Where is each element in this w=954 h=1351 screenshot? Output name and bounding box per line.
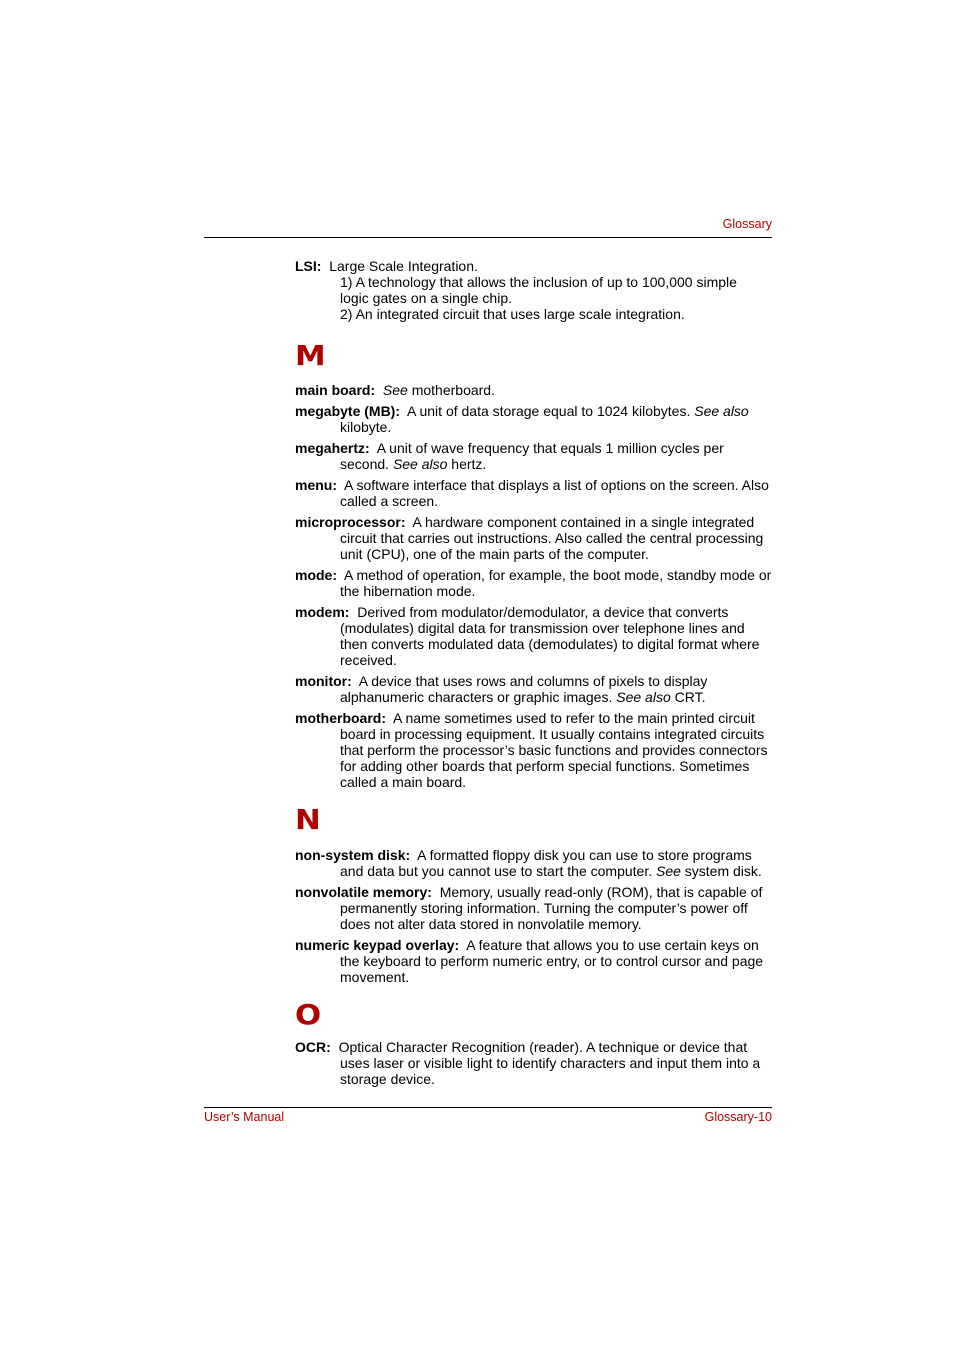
page-header-title: Glossary <box>722 217 772 231</box>
entry-definition: A formatted floppy disk you can use to store programs and data but you cannot use to start the computer. <box>340 847 752 879</box>
glossary-entry-megahertz <box>295 440 775 472</box>
glossary-entry-modem <box>295 604 775 668</box>
entry-term: megahertz: <box>295 440 370 456</box>
entry-definition: Large Scale Integration. <box>329 258 478 274</box>
glossary-entry-non-system-disk <box>295 847 775 879</box>
entry-definition: A unit of data storage equal to 1024 kilobytes. <box>407 403 695 419</box>
glossary-entry-nonvolatile-memory <box>295 884 775 932</box>
entry-term: modem: <box>295 604 350 620</box>
header-rule <box>204 237 772 238</box>
entry-term: motherboard: <box>295 710 386 726</box>
glossary-entry-main-board <box>295 382 775 398</box>
entry-term: LSI: <box>295 258 322 274</box>
section-letter-o: O <box>295 998 322 1031</box>
see-also-reference: See also <box>392 456 448 472</box>
glossary-entry-monitor <box>295 673 775 705</box>
glossary-entry-microprocessor <box>295 514 775 562</box>
entry-definition-tail: system disk. <box>680 863 762 879</box>
entry-definition: A name sometimes used to refer to the main printed circuit board in processing equipment. It usually contains integrated circuits that perform the processor’s basic functions and provides connectors for adding other boards that perform special functions. Sometimes called a main board. <box>340 710 768 790</box>
entry-definition: A unit of wave frequency that equals 1 million cycles per second. <box>340 440 724 472</box>
entry-definition-tail: kilobyte. <box>340 419 392 435</box>
see-also-reference: See also <box>616 689 671 705</box>
entry-term: nonvolatile memory: <box>295 884 432 900</box>
section-letter-m: M <box>295 339 326 372</box>
glossary-entry-menu <box>295 477 775 509</box>
entry-term: numeric keypad overlay: <box>295 937 460 953</box>
glossary-entry-numeric-keypad-overlay <box>295 937 775 985</box>
entry-term: monitor: <box>295 673 352 689</box>
entry-definition: A feature that allows you to use certain keys on the keyboard to perform numeric entry, or to control cursor and page movement. <box>340 937 764 985</box>
see-reference: See <box>655 863 681 879</box>
entry-definition: motherboard. <box>407 382 495 398</box>
entry-definition: A software interface that displays a list of options on the screen. Also called a screen. <box>340 477 769 509</box>
entry-term: non-system disk: <box>295 847 411 863</box>
entry-definition: Optical Character Recognition (reader). A technique or device that uses laser or visible light to identify characters and input them into a storage device. <box>338 1039 761 1087</box>
entry-definition-tail: CRT. <box>670 689 706 705</box>
entry-term: megabyte (MB): <box>295 403 401 419</box>
entry-definition: Derived from modulator/demodulator, a device that converts (modulates) digital data for transmission over telephone lines and then converts modulated data (demodulates) to digital format where received. <box>340 604 760 668</box>
entry-term: mode: <box>295 567 337 583</box>
lsi-sub-1b: logic gates on a single chip. <box>340 290 512 306</box>
entry-definition: A hardware component contained in a single integrated circuit that carries out instructions. Also called the central processing unit (CPU), one of the main parts of the computer. <box>340 514 764 562</box>
section-letter-n: N <box>295 803 321 836</box>
footer-page-number: Glossary-10 <box>704 1110 772 1124</box>
glossary-entry-lsi <box>295 258 775 274</box>
lsi-sub-1a: 1) A technology that allows the inclusion of up to 100,000 simple <box>340 274 737 290</box>
entry-definition: A method of operation, for example, the boot mode, standby mode or the hibernation mode. <box>340 567 772 599</box>
entry-definition: A device that uses rows and columns of pixels to display alphanumeric characters or graphic images. <box>340 673 708 705</box>
entry-term: menu: <box>295 477 337 493</box>
entry-definition: Memory, usually read-only (ROM), that is capable of permanently storing information. Turning the computer’s power off does not alter data stored in nonvolatile memory. <box>340 884 763 932</box>
footer-manual-title: User’s Manual <box>204 1110 285 1124</box>
entry-term: main board: <box>295 382 376 398</box>
see-also-reference: See also <box>694 403 749 419</box>
glossary-entry-mode <box>295 567 775 599</box>
glossary-entry-megabyte <box>295 403 775 435</box>
entry-definition-tail: hertz. <box>447 456 487 472</box>
entry-term: microprocessor: <box>295 514 406 530</box>
entry-term: OCR: <box>295 1039 331 1055</box>
glossary-entry-motherboard <box>295 710 775 790</box>
glossary-content <box>295 258 775 1092</box>
glossary-entry-ocr <box>295 1039 775 1087</box>
footer-rule <box>204 1107 772 1108</box>
see-reference: See <box>382 382 408 398</box>
lsi-sub-2: 2) An integrated circuit that uses large scale integration. <box>340 306 685 322</box>
